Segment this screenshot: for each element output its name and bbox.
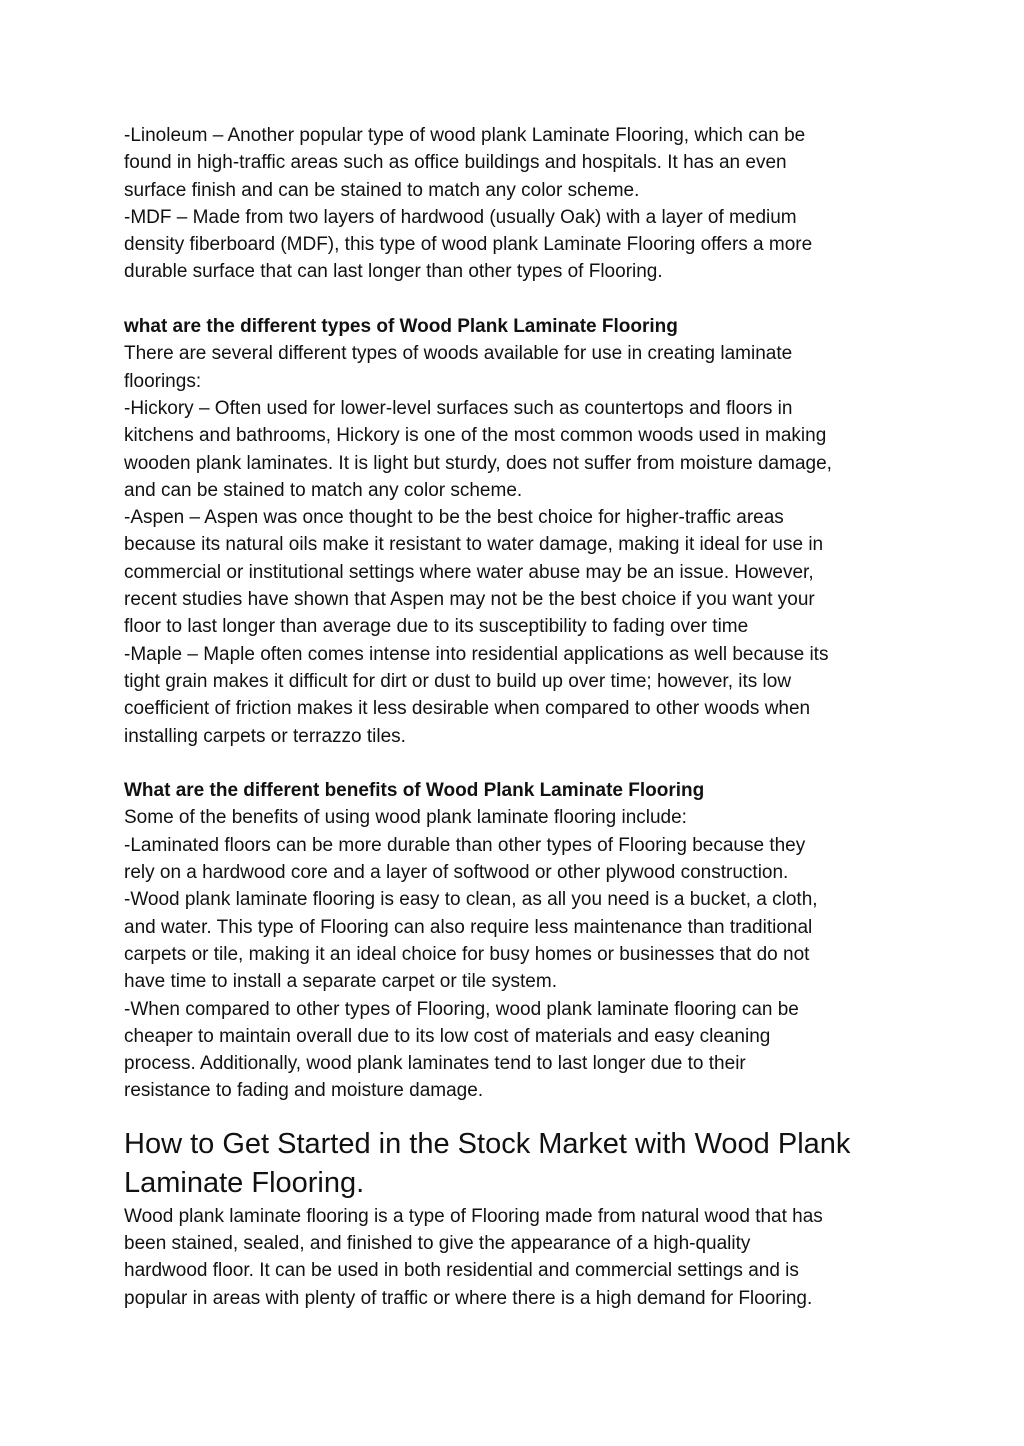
paragraph-aspen — [124, 504, 904, 640]
text-line: resistance to fading and moisture damage. — [124, 1080, 484, 1102]
text-line: and water. This type of Flooring can also require less maintenance than traditional — [124, 916, 813, 938]
text-line: tight grain makes it difficult for dirt or dust to build up over time; however, its low — [124, 670, 792, 692]
text-line: -Laminated floors can be more durable than other types of Flooring because they — [124, 834, 806, 856]
text-line: have time to install a separate carpet or tile system. — [124, 971, 557, 993]
section-heading-types: what are the different types of Wood Plank Laminate Flooring — [124, 316, 678, 338]
spacer — [124, 1105, 904, 1125]
section-heading-stock-market — [124, 1125, 904, 1203]
paragraph-benefit-clean — [124, 886, 904, 995]
text-line: because its natural oils make it resistant to water damage, making it ideal for use in — [124, 534, 824, 556]
text-line: -Wood plank laminate flooring is easy to clean, as all you need is a bucket, a cloth, — [124, 889, 818, 911]
text-line: process. Additionally, wood plank laminates tend to last longer due to their — [124, 1053, 746, 1075]
paragraph-types-intro — [124, 340, 904, 395]
text-line: rely on a hardwood core and a layer of softwood or other plywood construction. — [124, 862, 789, 884]
text-line: There are several different types of woods available for use in creating laminate — [124, 343, 793, 365]
text-line: -Maple – Maple often comes intense into residential applications as well because its — [124, 643, 829, 665]
text-line: -When compared to other types of Flooring, wood plank laminate flooring can be — [124, 998, 799, 1020]
spacer — [124, 286, 904, 313]
text-line: found in high-traffic areas such as office buildings and hospitals. It has an even — [124, 152, 787, 174]
text-line: Some of the benefits of using wood plank laminate flooring include: — [124, 807, 687, 829]
text-line: surface finish and can be stained to match any color scheme. — [124, 179, 640, 201]
paragraph-benefit-cheaper — [124, 996, 904, 1105]
paragraph-benefits-intro — [124, 804, 904, 831]
heading-line: How to Get Started in the Stock Market with Wood Plank — [124, 1127, 851, 1160]
paragraph-hickory — [124, 395, 904, 504]
spacer — [124, 750, 904, 777]
text-line: -Linoleum – Another popular type of wood plank Laminate Flooring, which can be — [124, 125, 806, 146]
text-line: coefficient of friction makes it less desirable when compared to other woods when — [124, 698, 811, 720]
text-line: hardwood floor. It can be used in both residential and commercial settings and is — [124, 1260, 799, 1282]
text-line: floorings: — [124, 370, 202, 392]
paragraph-stock-intro — [124, 1203, 904, 1312]
text-line: -Hickory – Often used for lower-level surfaces such as countertops and floors in — [124, 397, 793, 419]
text-line: been stained, sealed, and finished to give the appearance of a high-quality — [124, 1232, 751, 1254]
paragraph-benefit-durable — [124, 832, 904, 887]
text-line: floor to last longer than average due to its susceptibility to fading over time — [124, 616, 749, 638]
text-line: commercial or institutional settings where water abuse may be an issue. However, — [124, 561, 814, 583]
paragraph-mdf — [124, 204, 904, 286]
text-line: wooden plank laminates. It is light but sturdy, does not suffer from moisture damage, — [124, 452, 832, 474]
paragraph-linoleum — [124, 122, 904, 204]
text-line: -MDF – Made from two layers of hardwood (usually Oak) with a layer of medium — [124, 206, 797, 228]
heading-line: Laminate Flooring. — [124, 1166, 365, 1199]
document-page — [124, 122, 904, 1312]
section-heading-benefits: What are the different benefits of Wood Plank Laminate Flooring — [124, 780, 705, 802]
text-line: -Aspen – Aspen was once thought to be the best choice for higher-traffic areas — [124, 507, 784, 529]
text-line: recent studies have shown that Aspen may not be the best choice if you want your — [124, 589, 815, 611]
paragraph-maple — [124, 641, 904, 750]
text-line: density fiberboard (MDF), this type of wood plank Laminate Flooring offers a more — [124, 234, 813, 256]
text-line: Wood plank laminate flooring is a type of Flooring made from natural wood that has — [124, 1205, 823, 1227]
text-line: durable surface that can last longer than other types of Flooring. — [124, 261, 663, 283]
text-line: and can be stained to match any color scheme. — [124, 479, 523, 501]
text-line: cheaper to maintain overall due to its low cost of materials and easy cleaning — [124, 1025, 771, 1047]
text-line: kitchens and bathrooms, Hickory is one of the most common woods used in making — [124, 425, 827, 447]
text-line: carpets or tile, making it an ideal choice for busy homes or businesses that do not — [124, 943, 810, 965]
text-line: popular in areas with plenty of traffic or where there is a high demand for Flooring. — [124, 1287, 813, 1309]
text-line: installing carpets or terrazzo tiles. — [124, 725, 406, 747]
